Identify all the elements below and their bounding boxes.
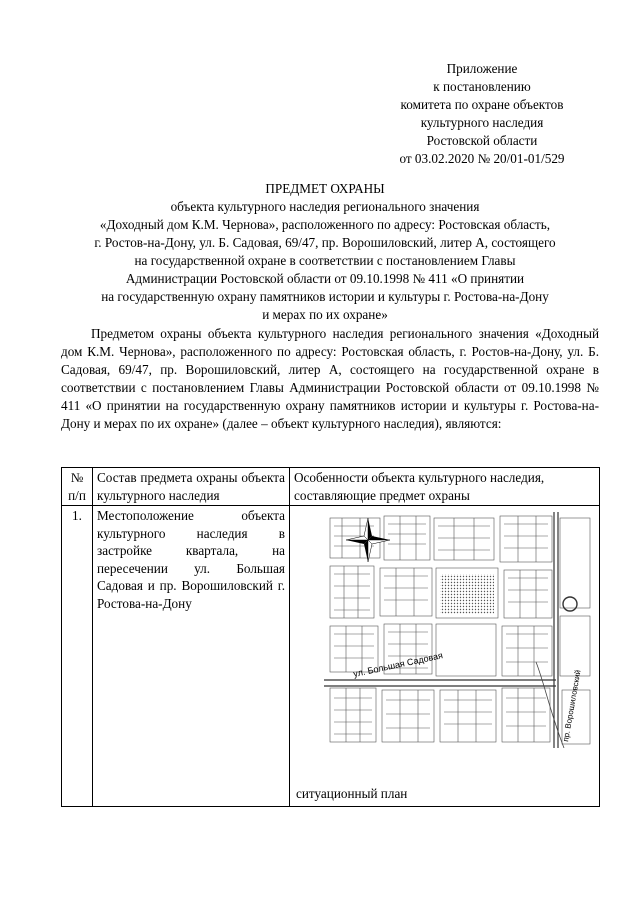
intro-paragraph: Предметом охраны объекта культурного наследия регионального значения «Доходный дом К.М. Чернова», расположенного по адресу: Ростовская область, г. Ростов-на-Дону, ул. Б. Садовая, 69/47, пр. Ворошиловский, литер А, состоящего на государственной охране в соответствии с постановлением Главы Администрации Ростовской области от 09.10.1998 № 411 «О принятии на государственную охрану памятников истории и культуры г. Ростова-на-Дону и мерах по их охране» (далее – объект культурного наследия), являются: [61,326,599,431]
title-line: и мерах по их охране» [262,307,388,322]
title-line: «Доходный дом К.М. Чернова», расположенного по адресу: Ростовская область, [99,217,551,232]
appendix-line: культурного наследия [420,115,544,130]
header-composition: Состав предмета охраны объекта культурного наследия [93,468,290,506]
header-features: Особенности объекта культурного наследия, составляющие предмет охраны [290,468,600,506]
situation-plan-cell [290,506,600,807]
appendix-block [362,60,602,168]
document-title [40,180,610,324]
situation-plan-map [324,512,594,748]
appendix-line: комитета по охране объектов [400,97,564,112]
row-composition: Местоположение объекта культурного наследия в застройке квартала, на пересечении ул. Большая Садовая и пр. Ворошиловский г. Ростова-на-Дону [93,506,290,807]
appendix-line: Приложение [446,61,518,76]
appendix-line: Ростовской области [426,133,538,148]
title-line: г. Ростов-на-Дону, ул. Б. Садовая, 69/47, пр. Ворошиловский, литер А, состоящего [94,235,556,250]
street-label-voroshilovsky: пр. Ворошиловский [561,669,583,743]
table-header-row [62,468,600,506]
title-line: на государственную охрану памятников истории и культуры г. Ростова-на-Дону [101,289,549,304]
table-row [62,506,600,807]
appendix-line: от 03.02.2020 № 20/01-01/529 [399,151,565,166]
title-heading: ПРЕДМЕТ ОХРАНЫ [265,181,385,196]
title-line: объекта культурного наследия регионального значения [170,199,480,214]
plan-caption: ситуационный план [296,785,408,801]
title-line: Администрации Ростовской области от 09.10.1998 № 411 «О принятии [125,271,525,286]
header-num: № п/п [62,468,93,506]
row-num: 1. [62,506,93,807]
protection-subject-table [61,467,600,807]
street-label-sadovaya: ул. Большая Садовая [352,650,444,679]
appendix-line: к постановлению [433,79,531,94]
title-line: на государственной охране в соответствии с постановлением Главы [134,253,516,268]
